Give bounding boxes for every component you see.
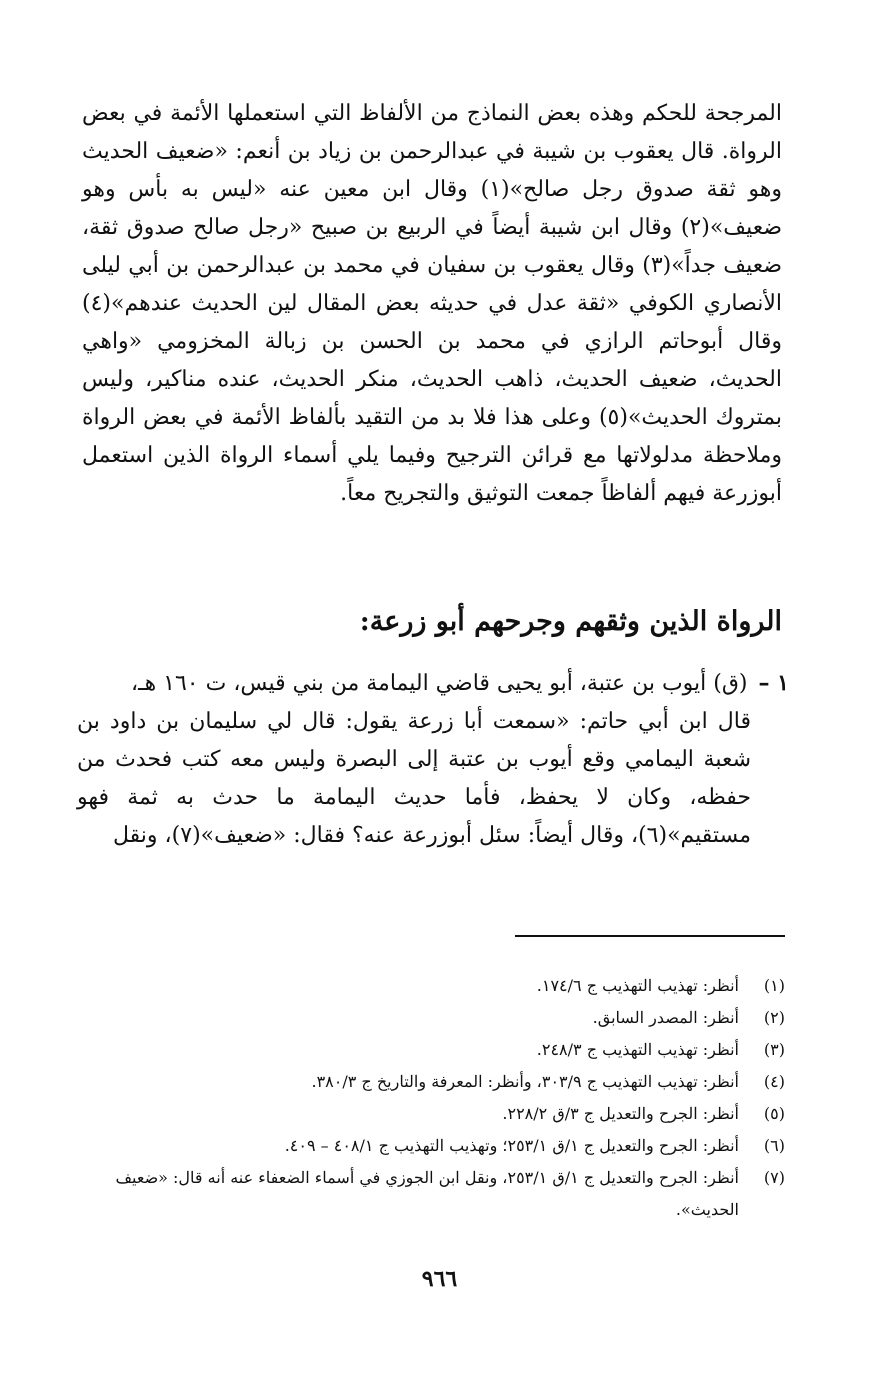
footnote [85,1034,785,1066]
footnote-number: (٦) [763,1136,785,1155]
page-number: ٩٦٦ [421,1266,458,1292]
footnote-text: أنظر: الجرح والتعديل ج ١/ق ٢٥٣/١؛ وتهذيب التهذيب ج ٤٠٨/١ – ٤٠٩. [284,1136,739,1155]
footnote [85,1162,785,1226]
footnote-text: أنظر: الجرح والتعديل ج ٣/ق ٢٢٨/٢. [502,1104,739,1123]
footnote-number: (٣) [763,1040,785,1059]
footnote-text: أنظر: الجرح والتعديل ج ١/ق ٢٥٣/١، ونقل ابن الجوزي في أسماء الضعفاء عنه أنه قال: «ضعيف الحديث». [115,1168,739,1219]
footnote [85,1002,785,1034]
footnote-number: (٤) [763,1072,785,1091]
section-heading: الرواة الذين وثقهم وجرحهم أبو زرعة: [359,606,782,637]
entry-number: ١ – [758,670,789,696]
footnote-text: أنظر: تهذيب التهذيب ج ١٧٤/٦. [536,976,739,995]
footnote-number: (٢) [763,1008,785,1027]
footnotes-list [85,970,785,1226]
footnote [85,970,785,1002]
footnote [85,1130,785,1162]
footnote-text: أنظر: المصدر السابق. [592,1008,739,1027]
footnote-number: (٥) [763,1104,785,1123]
body-paragraph: المرجحة للحكم وهذه بعض النماذج من الألفاظ التي استعملها الأئمة في بعض الرواة. قال يعقوب بن شيبة في عبدالرحمن بن زياد بن أنعم: «ضعيف الحديث وهو ثقة صدوق رجل صالح»(١) وقال ابن معين عنه «ليس به بأس وهو ضعيف»(٢) وقال ابن شيبة أيضاً في الربيع بن صبيح «رجل صالح صدوق ثقة، ضعيف جداً»(٣) وقال يعقوب بن سفيان في محمد بن عبدالرحمن بن أبي ليلى الأنصاري الكوفي «ثقة عدل في حديثه بعض المقال لين الحديث عندهم»(٤) وقال أبوحاتم الرازي في محمد بن الحسن بن زبالة المخزومي «واهي الحديث، ضعيف الحديث، ذاهب الحديث، منكر الحديث، عنده مناكير، وليس بمتروك الحديث»(٥) وعلى هذا فلا بد من التقيد بألفاظ الأئمة في بعض الرواة وملاحظة مدلولاتها مع قرائن الترجيح وفيما يلي أسماء الرواة الذين استعمل أبوزرعة فيهم ألفاظاً جمعت التوثيق والتجريح معاً. [82,101,782,506]
narrator-entry [77,664,789,855]
entry-continuation: قال ابن أبي حاتم: «سمعت أبا زرعة يقول: قال لي سليمان بن داود بن شعبة اليمامي وقع أيوب بن عتبة إلى البصرة وليس معه كتب فحدث من حفظه، وكان لا يحفظ، فأما حديث اليمامة ما حدث به ثمة فهو مستقيم»(٦)، وقال أيضاً: سئل أبوزرعة عنه؟ فقال: «ضعيف»(٧)، ونقل [77,709,751,848]
footnote-divider [515,935,785,937]
footnote-number: (١) [763,976,785,995]
footnote [85,1066,785,1098]
footnote-text: أنظر: تهذيب التهذيب ج ٣٠٣/٩، وأنظر: المعرفة والتاريخ ج ٣٨٠/٣. [311,1072,739,1091]
entry-first-line: (ق) أيوب بن عتبة، أبو يحيى قاضي اليمامة من بني قيس، ت ١٦٠ هـ، [131,671,748,696]
footnote-number: (٧) [763,1168,785,1187]
footnote-text: أنظر: تهذيب التهذيب ج ٢٤٨/٣. [536,1040,739,1059]
footnote [85,1098,785,1130]
